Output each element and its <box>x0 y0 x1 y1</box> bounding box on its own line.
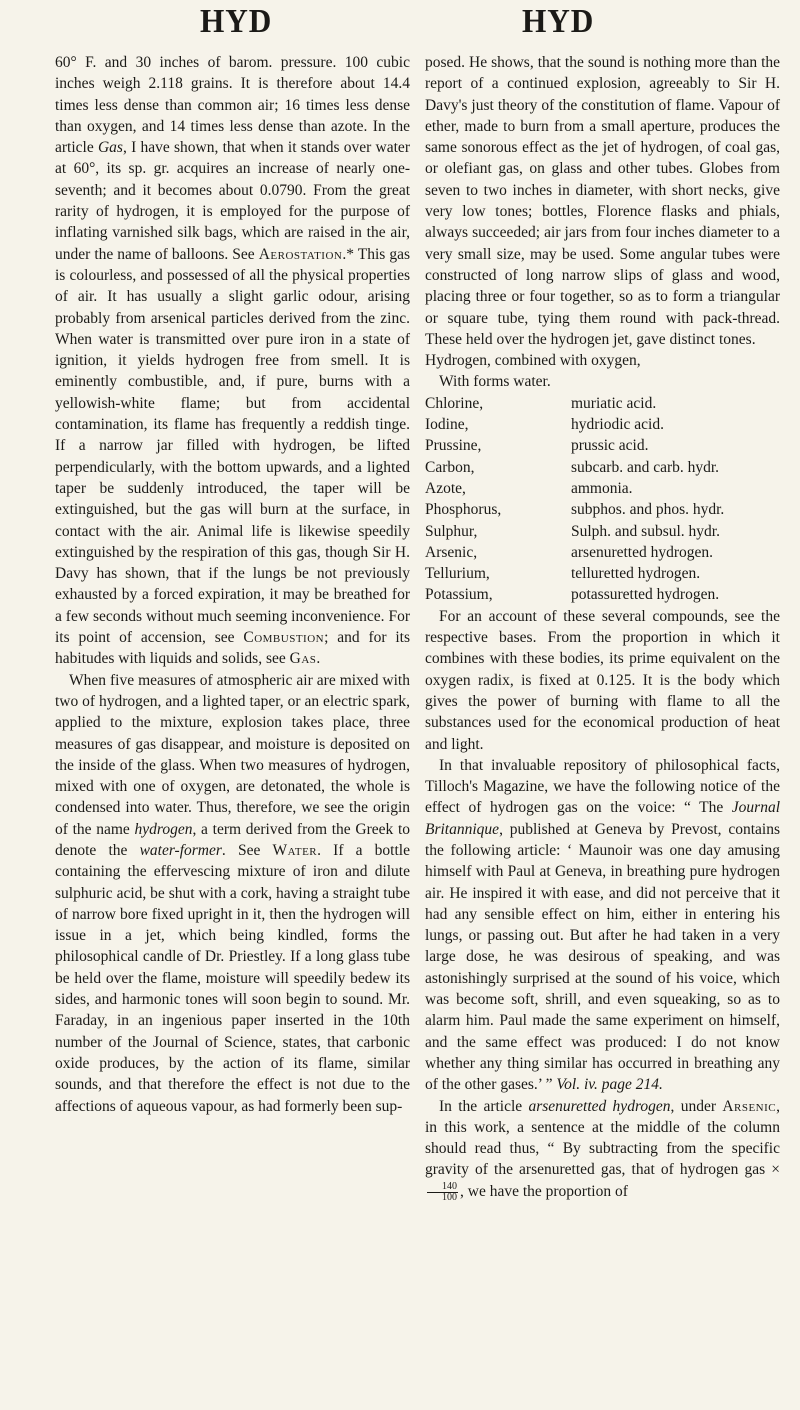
compound-element: Arsenic, <box>425 543 478 561</box>
cross-reference: Water <box>272 841 318 859</box>
compound-element: Azote, <box>425 479 466 497</box>
compound-product: hydriodic acid. <box>571 416 664 434</box>
compound-element: Carbon, <box>425 458 475 476</box>
compounds-intro: With forms water. <box>439 373 551 391</box>
right-column <box>425 52 780 1203</box>
compound-product: telluretted hydrogen. <box>571 565 701 583</box>
cross-reference: Arsenic <box>722 1097 777 1115</box>
compound-row <box>425 499 780 520</box>
term: water-former <box>139 841 222 859</box>
running-head-right: HYD <box>522 3 595 40</box>
compound-row <box>425 457 780 478</box>
compound-row <box>425 435 780 456</box>
compound-element: Sulphur, <box>425 522 478 540</box>
compound-product: ammonia. <box>571 479 633 497</box>
paragraph: In the article arsenuretted hydrogen, under Arsenic, in this work, a sentence at the middle of the column should read thus, “ By subtracting from the specific gravity of the arsenuretted gas, that of hydrogen gas × $\frac{140}{100}$ , we have the proportion of <box>425 1097 780 1203</box>
paragraph: For an account of these several compounds, see the respective bases. From the proportion in which it combines with these bodies, its prime equivalent on the oxygen radix, is fixed at 0.125. It is the body which gives the power of burning with flame to all the substances used for the economical production of heat and light. <box>425 607 780 753</box>
compound-row <box>425 393 780 414</box>
compound-product: arsenuretted hydrogen. <box>571 543 714 561</box>
paragraph: Hydrogen, combined with oxygen, <box>425 352 641 370</box>
paragraph: In that invaluable repository of philosophical facts, Tilloch's Magazine, we have the following notice of the effect of hydrogen gas on the voice: “ The Journal Britannique, published at Geneva by Prevost, contains the following article: ‘ Maunoir was one day amusing himself with Paul at Geneva, in breathing pure hydrogen air. He inspired it with ease, and did not perceive that it had any sensible effect on him, either in entering his lungs, or passing out. But after he had taken in a very large dose, he was desirous of speaking, and was astonishingly surprised at the sound of his voice, which was become soft, shrill, and even squeaking, so as to alarm him. Paul made the same experiment on himself, and the same effect was produced: I do not know whether any thing similar has occurred in breathing any of the other gases.’ ” Vol. iv. page 214. <box>425 756 780 1094</box>
compound-product: Sulph. and subsul. hydr. <box>571 522 720 540</box>
cross-reference: Gas <box>289 650 317 668</box>
cross-reference: Aerostation <box>258 245 343 263</box>
compound-element: Potassium, <box>425 586 493 604</box>
compound-element: Prussine, <box>425 437 482 455</box>
compound-row <box>425 414 780 435</box>
compound-product: subcarb. and carb. hydr. <box>571 458 720 476</box>
left-column <box>55 52 410 1117</box>
compound-row <box>425 563 780 584</box>
compound-row <box>425 521 780 542</box>
compound-product: subphos. and phos. hydr. <box>571 501 725 519</box>
compound-element: Chlorine, <box>425 394 484 412</box>
paragraph: When five measures of atmospheric air are mixed with two of hydrogen, and a lighted taper, or an electric spark, applied to the mixture, explosion takes place, three measures of gas disappear, and moisture is deposited on the inside of the glass. When two measures of hydrogen, mixed with one of oxygen, are detonated, the whole is condensed into water. Thus, therefore, we see the origin of the name hydrogen, a term derived from the Greek to denote the water-former. See Water. If a bottle containing the effervescing mixture of iron and dilute sulphuric acid, be shut with a cork, having a straight tube of narrow bore fixed upright in it, then the hydrogen will issue in a jet, which being kindled, forms the philosophical candle of Dr. Priestley. If a long glass tube be held over the flame, moisture will speedily bedew its sides, and harmonic tones will soon begin to sound. Mr. Faraday, in an ingenious paper inserted in the 10th number of the Journal of Science, states, that carbonic oxide produces, by the action of its flame, similar sounds, and that therefore the effect is not due to the affections of aqueous vapour, as had formerly been sup- <box>55 671 410 1115</box>
compound-product: muriatic acid. <box>571 394 657 412</box>
term: arsenuretted hydrogen <box>528 1097 671 1115</box>
running-head-left: HYD <box>200 3 273 40</box>
compound-product: potassuretted hydrogen. <box>571 586 720 604</box>
compound-row <box>425 542 780 563</box>
paragraph: 60° F. and 30 inches of barom. pressure. 100 cubic inches weigh 2.118 grains. It is therefore about 14.4 times less dense than common air; 16 times less dense than oxygen, and 14 times less dense than azote. In the article Gas, I have shown, that when it stands over water at 60°, its sp. gr. acquires an increase of nearly one-seventh; and it becomes about 0.0790. From the great rarity of hydrogen, it is employed for the purpose of inflating varnished silk bags, which are raised in the air, under the name of balloons. See Aerostation.* This gas is colourless, and possessed of all the physical properties of air. It has usually a slight garlic odour, arising probably from arsenical particles derived from the zinc. When water is transmitted over pure iron in a state of ignition, it yields hydrogen free from smell. It is eminently combustible, and, if pure, burns with a yellowish-white flame; but from accidental contamination, its flame has frequently a reddish tinge. If a narrow jar filled with hydrogen, be lifted perpendicularly, with the bottom upwards, and a lighted taper be suddenly introduced, the taper will be extinguished, but the gas will burn at the surface, in contact with the air. Animal life is likewise speedily extinguished by the respiration of this gas, though Sir H. Davy has shown, that if the lungs be not previously exhausted by a forced expiration, it may be breathed for a few seconds without much seeming inconvenience. For its point of accension, see Combustion; and for its habitudes with liquids and solids, see Gas. <box>55 54 410 668</box>
paragraph: posed. He shows, that the sound is nothing more than the report of a continued explosion, agreeably to Sir H. Davy's just theory of the constitution of flame. Vapour of ether, made to burn from a small aperture, produces the same sonorous effect as the jet of hydrogen, of coal gas, or olefiant gas, on glass and other tubes. Globes from seven to two inches in diameter, with short necks, give very low tones; bottles, Florence flasks and phials, always succeeded; air jars from four inches diameter to a very small size, may be used. Some angular tubes were constructed of long narrow slips of glass and wood, placing three or four together, so as to form a triangular or square tube, tying them round with pack-thread. These held over the hydrogen jet, gave distinct tones. <box>425 54 780 348</box>
term: hydrogen <box>134 820 193 838</box>
compound-element: Tellurium, <box>425 565 490 583</box>
cross-reference: Gas <box>97 139 123 157</box>
compound-row <box>425 478 780 499</box>
fraction: $\frac{140}{100}$ <box>427 1182 458 1203</box>
citation: Vol. iv. page 214. <box>556 1076 663 1094</box>
compound-element: Iodine, <box>425 416 469 434</box>
journal-title: Journal Britannique <box>425 799 780 838</box>
compound-product: prussic acid. <box>571 437 649 455</box>
compound-row <box>425 584 780 605</box>
compound-element: Phosphorus, <box>425 501 502 519</box>
cross-reference: Combustion <box>243 629 325 647</box>
compounds-table <box>425 393 780 606</box>
